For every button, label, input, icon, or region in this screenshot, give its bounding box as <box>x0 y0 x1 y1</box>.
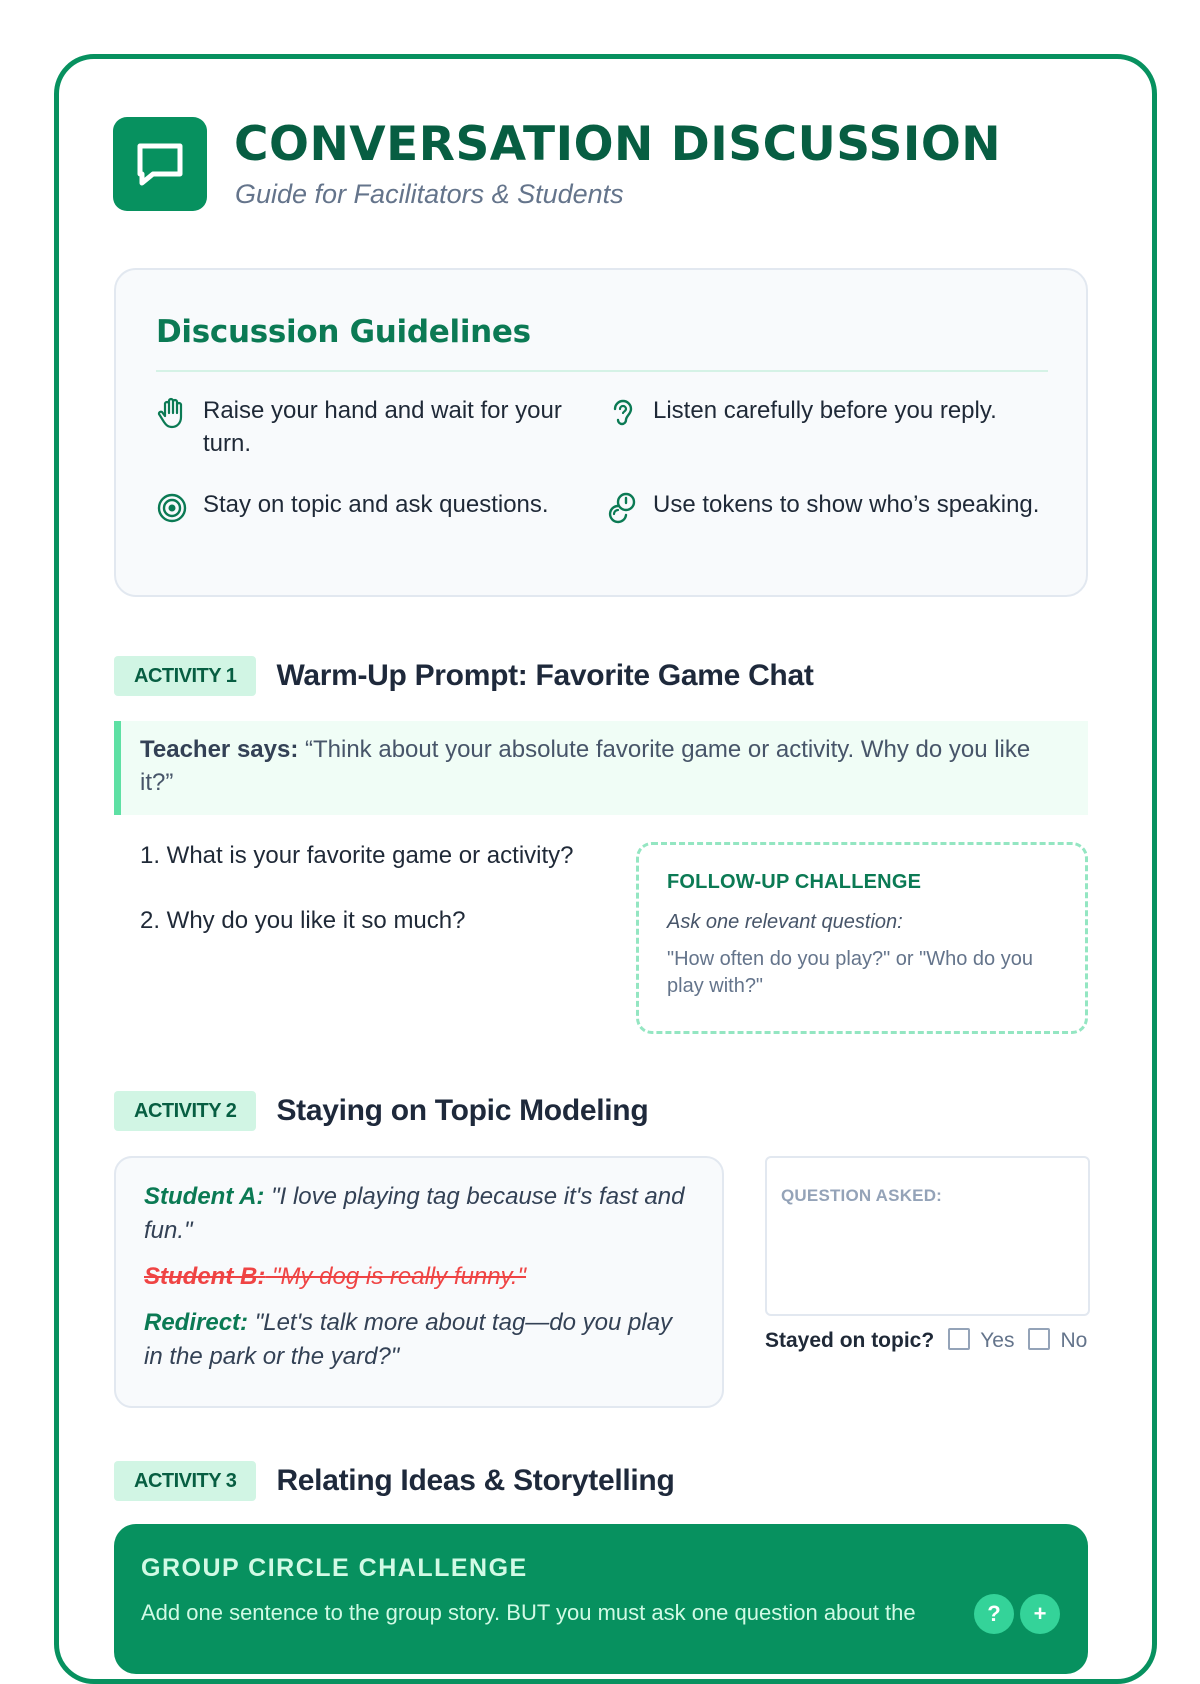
list-item: 1. What is your favorite game or activity? <box>140 842 574 869</box>
activity-badge: ACTIVITY 1 <box>114 656 256 696</box>
question-list <box>140 842 620 972</box>
target-icon <box>156 490 188 524</box>
teacher-text: “Think about your absolute favorite game or activity. Why do you like it?” <box>140 736 1031 796</box>
followup-example: "How often do you play?" or "Who do you play with?" <box>667 948 1033 997</box>
challenge-text: Add one sentence to the group story. BUT you must ask one question about the <box>141 1600 916 1625</box>
guideline-text: Listen carefully before you reply. <box>653 397 997 424</box>
guideline-text: Use tokens to show who’s speaking. <box>653 491 1040 518</box>
dialog-line <box>144 1180 696 1248</box>
speaker-label: Student B: <box>144 1263 266 1290</box>
speaker-label: Redirect: <box>144 1309 249 1336</box>
tokens-icon <box>606 490 638 524</box>
list-item: 2. Why do you like it so much? <box>140 907 466 934</box>
dialog-line <box>144 1306 696 1374</box>
plus-badge: + <box>1020 1594 1060 1634</box>
activity-badge: ACTIVITY 3 <box>114 1461 256 1501</box>
activity-title: Warm-Up Prompt: Favorite Game Chat <box>276 659 814 692</box>
guidelines-heading: Discussion Guidelines <box>156 314 531 350</box>
guidelines-panel <box>114 268 1088 597</box>
logo <box>113 117 207 211</box>
no-label: No <box>1060 1329 1088 1352</box>
speaker-label: Student A: <box>144 1183 265 1210</box>
dialog-example <box>114 1156 724 1408</box>
followup-challenge-box <box>636 842 1088 1034</box>
yes-label: Yes <box>980 1329 1015 1352</box>
followup-title: FOLLOW-UP CHALLENGE <box>667 871 922 893</box>
header <box>113 117 1073 212</box>
guideline-text: Stay on topic and ask questions. <box>203 491 549 518</box>
activity-badge: ACTIVITY 2 <box>114 1091 256 1131</box>
dialog-line-off-topic <box>144 1260 696 1294</box>
group-circle-challenge <box>114 1524 1088 1674</box>
activity-2-header <box>114 1091 648 1131</box>
dialog-text: "Let's talk more about tag—do you play in the park or the yard?" <box>144 1309 673 1370</box>
teacher-prompt <box>114 721 1088 815</box>
ear-icon <box>606 396 638 430</box>
no-checkbox[interactable] <box>1028 1328 1050 1350</box>
page-title: CONVERSATION DISCUSSION <box>234 117 1002 172</box>
stayed-on-topic-check <box>765 1328 1105 1358</box>
followup-subtitle: Ask one relevant question: <box>667 911 903 933</box>
activity-1-header <box>114 656 814 696</box>
chat-bubble-icon <box>133 137 187 191</box>
page-subtitle: Guide for Facilitators & Students <box>235 179 624 209</box>
dialog-text: "My dog is really funny." <box>271 1263 527 1290</box>
question-asked-field[interactable] <box>765 1156 1090 1316</box>
question-asked-label: QUESTION ASKED: <box>781 1186 943 1205</box>
challenge-title: GROUP CIRCLE CHALLENGE <box>141 1554 528 1582</box>
question-mark-badge: ? <box>974 1594 1014 1634</box>
divider <box>156 370 1048 372</box>
topic-question-label: Stayed on topic? <box>765 1329 935 1352</box>
raised-hand-icon <box>156 396 188 430</box>
activity-title: Staying on Topic Modeling <box>276 1094 649 1127</box>
activity-title: Relating Ideas & Storytelling <box>276 1464 675 1497</box>
dialog-text: "I love playing tag because it's fast and fun." <box>144 1183 685 1244</box>
activity-3-header <box>114 1461 674 1501</box>
guideline-text: Raise your hand and wait for your turn. <box>203 397 562 457</box>
teacher-label: Teacher says: <box>140 736 299 763</box>
yes-checkbox[interactable] <box>948 1328 970 1350</box>
